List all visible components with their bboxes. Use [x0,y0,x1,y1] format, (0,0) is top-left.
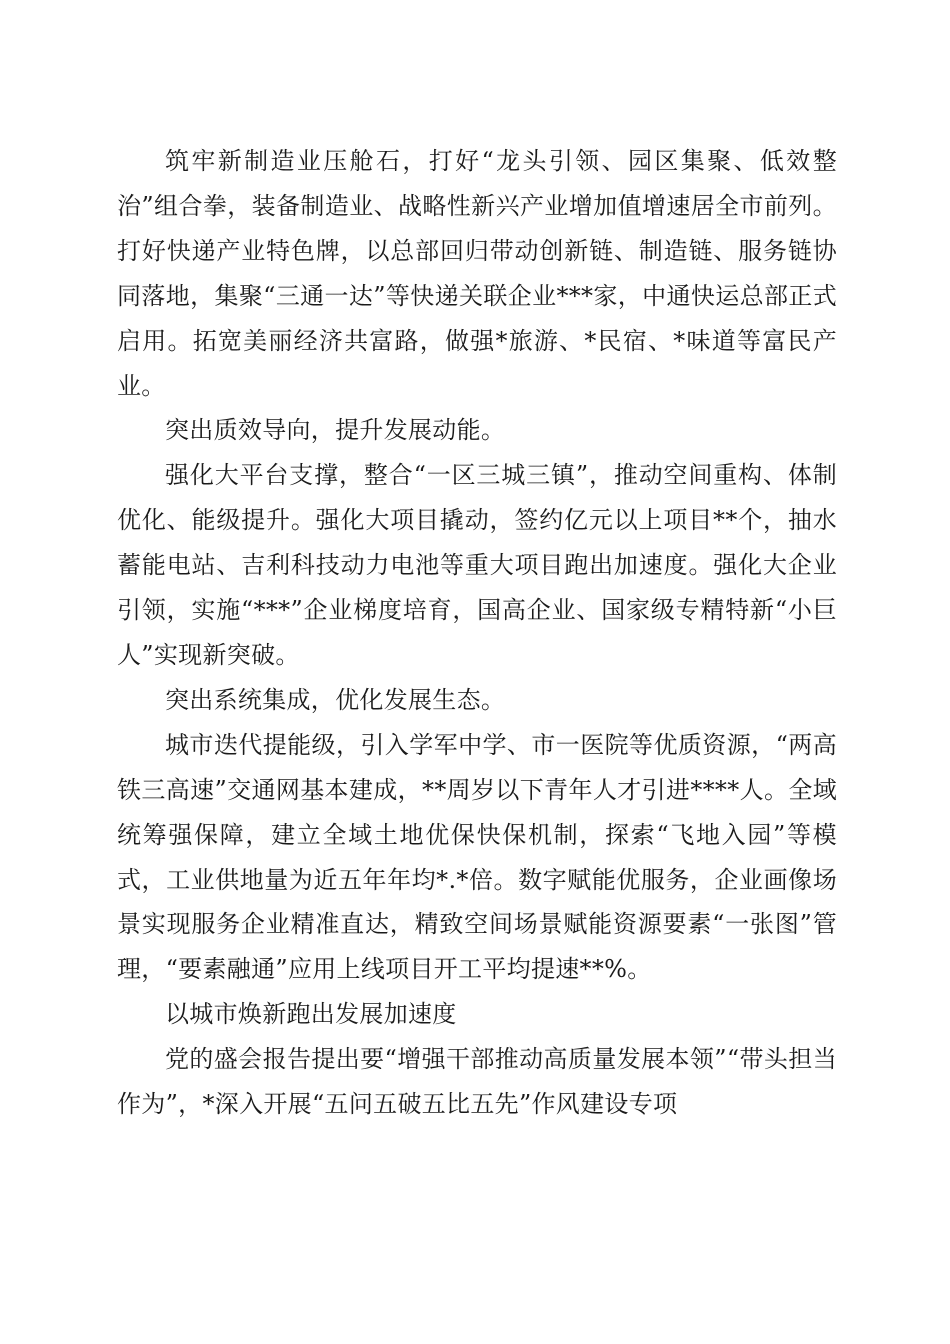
paragraph-manufacturing: 筑牢新制造业压舱石，打好“龙头引领、园区集聚、低效整治”组合拳，装备制造业、战略性新兴产业增加值增速居全市前列。打好快递产业特色牌，以总部回归带动创新链、制造链、服务链协同落地，集聚“三通一达”等快递关联企业***家，中通快运总部正式启用。拓宽美丽经济共富路，做强*旅游、*民宿、*味道等富民产业。 [117,147,837,400]
paragraph-platform-projects: 强化大平台支撑，整合“一区三城三镇”，推动空间重构、体制优化、能级提升。强化大项目撬动，签约亿元以上项目**个，抽水蓄能电站、吉利科技动力电池等重大项目跑出加速度。强化大企业引领，实施“***”企业梯度培育，国高企业、国家级专精特新“小巨人”实现新突破。 [117,461,837,669]
heading-quality-efficiency: 突出质效导向，提升发展动能。 [165,416,506,445]
paragraph-party-report: 党的盛会报告提出要“增强干部推动高质量发展本领”“带头担当作为”，*深入开展“五问五破五比五先”作风建设专项 [117,1045,837,1119]
paragraph-city-iteration: 城市迭代提能级，引入学军中学、市一医院等优质资源，“两高铁三高速”交通网基本建成，**周岁以下青年人才引进****人。全域统筹强保障，建立全域土地优保快保机制，探索“飞地入园”等模式，工业供地量为近五年年均*.*倍。数字赋能优服务，企业画像场景实现服务企业精准直达，精致空间场景赋能资源要素“一张图”管理，“要素融通”应用上线项目开工平均提速**%。 [117,730,837,984]
heading-system-integration: 突出系统集成，优化发展生态。 [165,685,506,714]
heading-city-renewal: 以城市焕新跑出发展加速度 [165,1000,457,1029]
document-body [117,139,837,1127]
